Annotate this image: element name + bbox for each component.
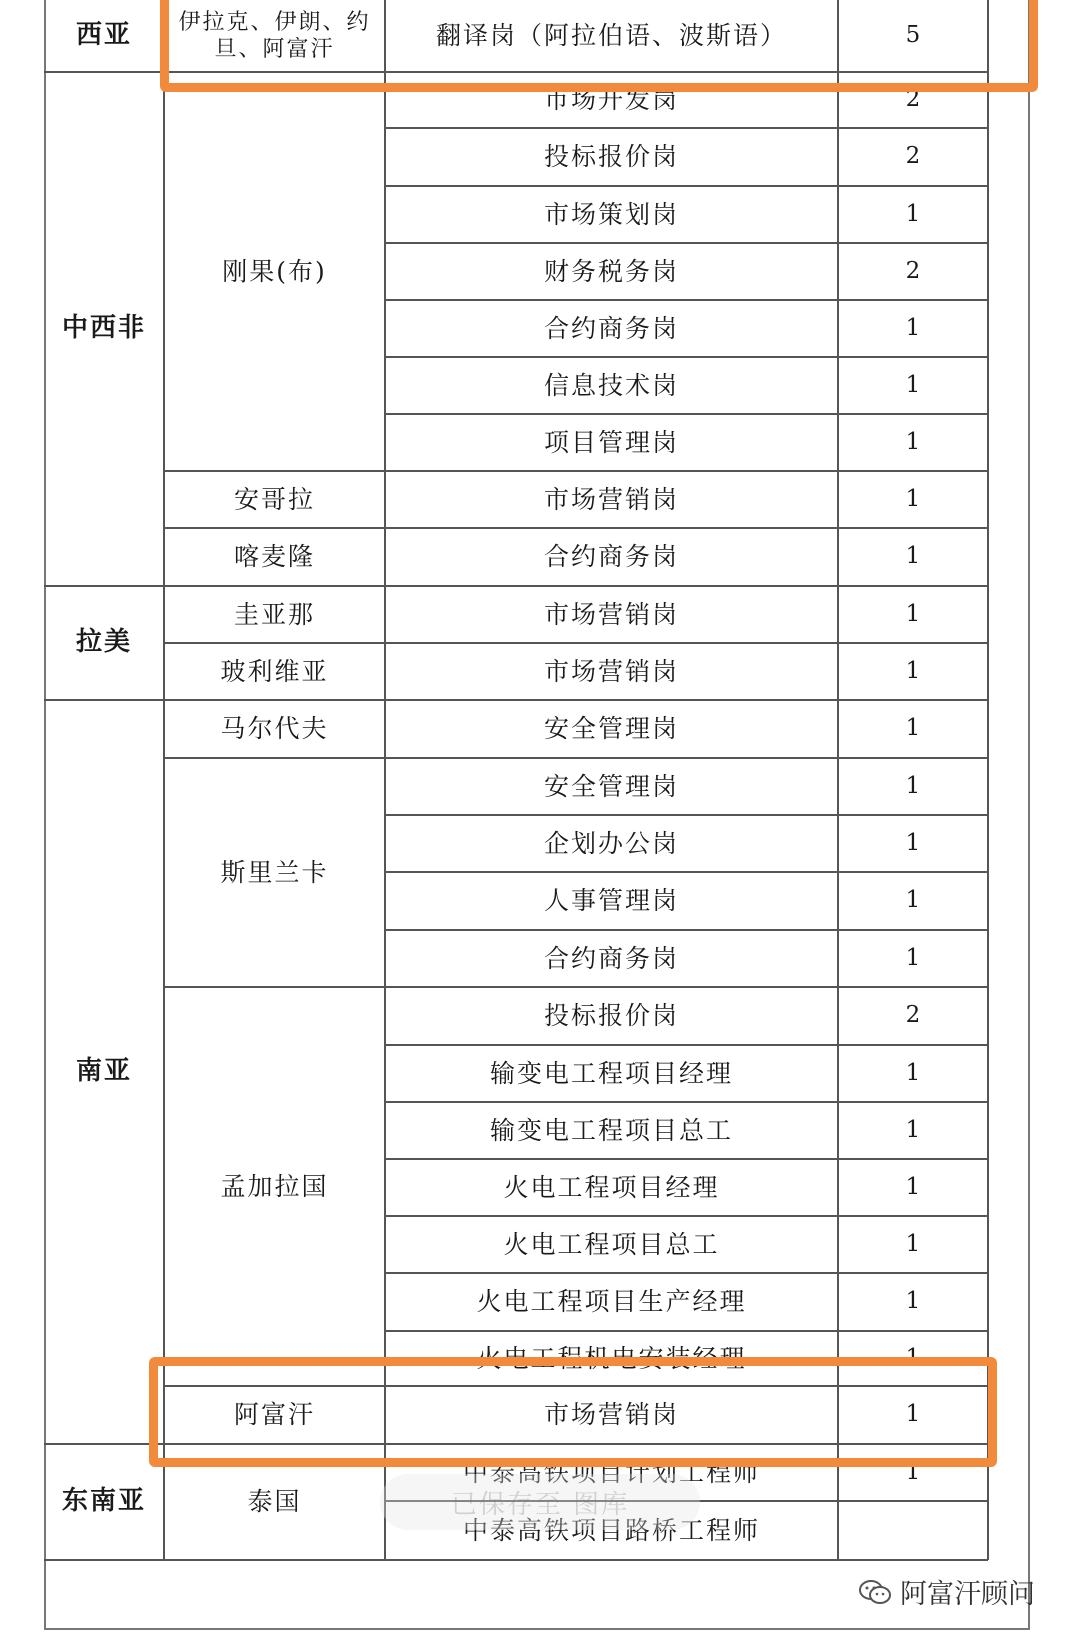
count-cell: 1 — [905, 657, 921, 684]
wechat-icon — [858, 1578, 892, 1606]
post-cell: 合约商务岗 — [543, 542, 679, 571]
post-cell: 信息技术岗 — [543, 370, 679, 400]
post-cell: 安全管理岗 — [543, 771, 679, 801]
post-cell: 火电工程项目总工 — [503, 1229, 720, 1259]
country-cell: 安哥拉 — [233, 484, 315, 514]
count-cell: 1 — [905, 1401, 921, 1428]
country-cell: 玻利维亚 — [220, 656, 329, 686]
count-cell: 1 — [905, 1230, 921, 1257]
region-cell: 中西非 — [61, 313, 146, 344]
post-cell: 投标报价岗 — [543, 142, 679, 171]
watermark — [858, 1572, 1035, 1611]
post-cell: 中泰高铁项目路桥工程师 — [462, 1515, 760, 1545]
post-cell: 火电工程项目生产经理 — [476, 1287, 747, 1316]
count-cell: 1 — [905, 1116, 921, 1143]
country-cell: 泰国 — [247, 1487, 302, 1516]
post-cell: 合约商务岗 — [543, 943, 679, 973]
country-cell: 伊拉克、伊朗、约旦、阿富汗 — [178, 9, 371, 62]
post-cell: 人事管理岗 — [543, 886, 679, 915]
count-cell: 2 — [905, 1002, 921, 1029]
count-cell: 1 — [905, 1173, 921, 1200]
post-cell: 财务税务岗 — [543, 256, 679, 286]
post-cell: 火电工程项目经理 — [503, 1172, 720, 1202]
region-cell: 东南亚 — [61, 1486, 146, 1517]
count-cell: 1 — [905, 887, 921, 914]
post-cell: 中泰高铁项目计划工程师 — [462, 1457, 760, 1487]
count-cell: 1 — [905, 543, 921, 570]
row-divider — [385, 1559, 988, 1561]
count-cell: 1 — [905, 200, 921, 227]
column-divider — [987, 0, 989, 1560]
column-divider — [163, 0, 165, 1560]
post-cell: 项目管理岗 — [543, 427, 679, 457]
saved-toast: 已保存至 图库 — [380, 1474, 700, 1530]
count-cell: 1 — [905, 371, 921, 398]
country-cell: 孟加拉国 — [220, 1171, 329, 1201]
post-cell: 合约商务岗 — [543, 313, 679, 343]
post-cell: 市场营销岗 — [543, 1400, 679, 1429]
count-cell: 1 — [905, 600, 921, 627]
count-cell: 5 — [905, 22, 921, 49]
highlight-box-afghanistan — [149, 1357, 997, 1467]
count-cell: 1 — [905, 829, 921, 856]
count-cell: 1 — [905, 485, 921, 512]
post-cell: 输变电工程项目总工 — [489, 1115, 733, 1145]
count-cell: 1 — [905, 715, 921, 742]
post-cell: 市场营销岗 — [543, 484, 679, 514]
count-cell: 2 — [905, 257, 921, 284]
count-cell: 1 — [905, 944, 921, 971]
watermark-text: 阿富汗顾问 — [900, 1579, 1035, 1610]
region-cell: 南亚 — [75, 1056, 132, 1087]
region-cell: 拉美 — [75, 627, 132, 658]
post-cell: 市场营销岗 — [543, 656, 679, 686]
count-cell — [838, 1501, 988, 1560]
region-cell: 西亚 — [75, 20, 132, 51]
count-cell: 2 — [905, 86, 921, 113]
country-cell: 喀麦隆 — [233, 542, 315, 571]
post-cell: 安全管理岗 — [543, 714, 679, 743]
column-divider — [384, 0, 386, 1560]
highlight-box-top — [160, 0, 1038, 92]
post-cell: 市场营销岗 — [543, 599, 679, 629]
count-cell: 1 — [905, 1458, 921, 1485]
country-cell: 斯里兰卡 — [220, 857, 329, 887]
post-cell: 输变电工程项目经理 — [489, 1058, 733, 1088]
post-cell: 火电工程机电安装经理 — [476, 1343, 747, 1373]
count-cell: 1 — [905, 428, 921, 455]
count-cell: 1 — [905, 772, 921, 799]
count-cell: 1 — [905, 1059, 921, 1086]
post-cell: 投标报价岗 — [543, 1001, 679, 1030]
count-cell: 1 — [905, 1288, 921, 1315]
country-cell: 圭亚那 — [233, 599, 315, 629]
count-cell: 2 — [905, 143, 921, 170]
column-divider — [837, 0, 839, 1560]
count-cell: 1 — [905, 314, 921, 341]
post-cell: 翻译岗（阿拉伯语、波斯语） — [435, 21, 787, 50]
post-cell: 市场策划岗 — [543, 199, 679, 229]
count-cell: 1 — [905, 1344, 921, 1371]
country-cell: 马尔代夫 — [220, 714, 329, 743]
post-cell: 企划办公岗 — [543, 828, 679, 858]
country-cell: 刚果(布) — [222, 256, 327, 286]
country-cell: 阿富汗 — [233, 1400, 315, 1429]
post-cell: 市场开发岗 — [543, 85, 679, 114]
